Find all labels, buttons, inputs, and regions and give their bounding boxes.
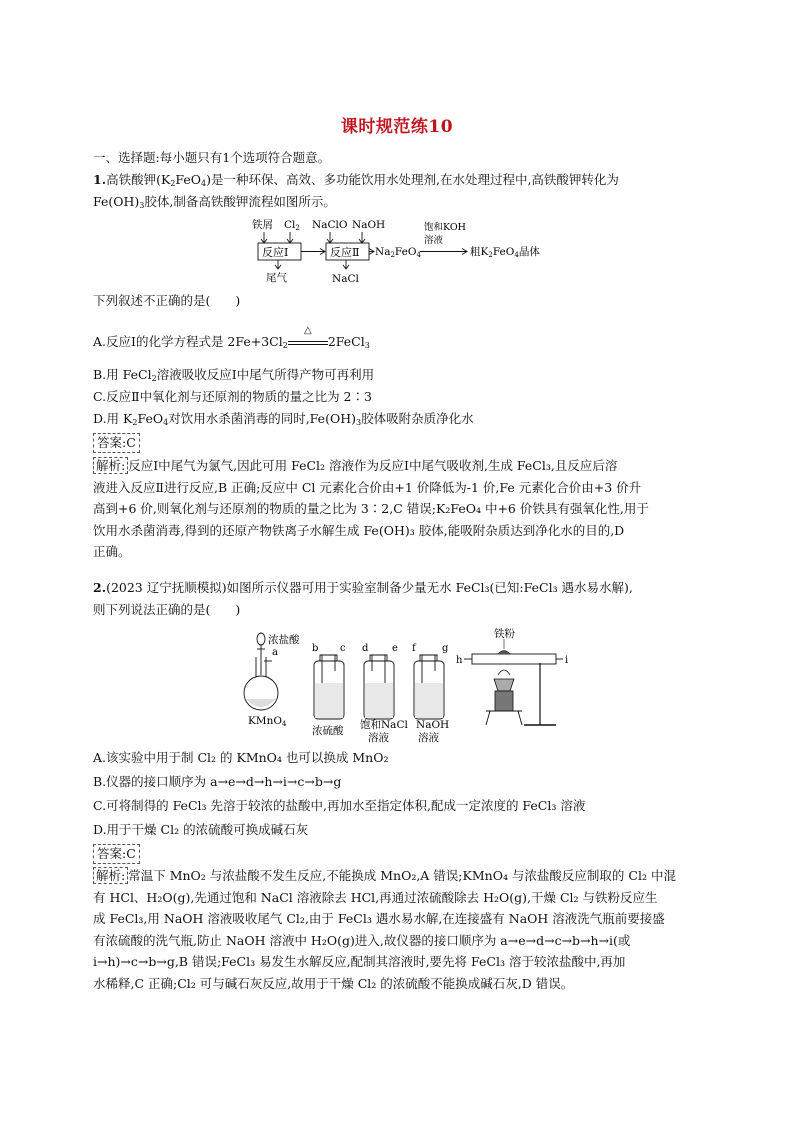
q1-text: 胶体,制备高铁酸钾流程如图所示。	[144, 194, 336, 209]
q2-number: 2.	[93, 580, 107, 595]
q1-stem-line2	[93, 192, 336, 212]
q2-stem-line2: 则下列说法正确的是( )	[93, 602, 241, 617]
q1-explanation-line: 反应Ⅰ中尾气为氯气,因此可用 FeCl₂ 溶液作为反应Ⅰ中尾气吸收剂,生成 FeCl₃,且反应后溶	[128, 458, 618, 473]
flow-tail-gas: 尾气	[266, 272, 287, 284]
q1-text: Fe(OH)	[93, 194, 140, 209]
q2-explanation-line: 常温下 MnO₂ 与浓盐酸不发生反应,不能换成 MnO₂,A 错误;KMnO₄ 与浓盐酸反应制取的 Cl₂ 中混	[128, 868, 676, 883]
q2-explanation-line: 水稀释,C 正确;Cl₂ 可与碱石灰反应,故用于干燥 Cl₂ 的浓硫酸不能换成碱石灰,D 错误。	[93, 975, 574, 991]
q1-number: 1.	[93, 172, 107, 187]
flow-product2: 粗K2FeO4晶体	[470, 246, 540, 259]
q1-text: )是一种环保、高效、多功能饮用水处理剂,在水处理过程中,高铁酸钾转化为	[206, 172, 619, 187]
heat-symbol: △	[303, 325, 312, 336]
q1-sub: 2	[170, 179, 176, 188]
q2-answer: 答案:C	[93, 844, 140, 864]
app-sat-nacl-2: 溶液	[368, 732, 389, 743]
app-port-c: c	[340, 643, 346, 654]
q1-stem-line1	[93, 170, 619, 190]
app-port-h: h	[456, 655, 463, 666]
flow-naoh: NaOH	[352, 219, 386, 231]
q2-stem-line1	[93, 578, 633, 598]
q1-explanation-line: 正确。	[93, 544, 131, 560]
q1-option-b-text: B.用 FeCl	[93, 367, 152, 382]
q2-explanation-line: 成 FeCl₃,用 NaOH 溶液吸收尾气 Cl₂,由于 FeCl₃ 遇水易水解,在连接盛有 NaOH 溶液洗气瓶前要接盛	[93, 911, 665, 927]
flow-nacl: NaCl	[332, 273, 359, 285]
flow-cl2: Cl2	[284, 219, 300, 232]
q1-explanation-label: 解析:	[93, 457, 128, 474]
flow-koh-2: 溶液	[424, 235, 444, 246]
q1-question: 下列叙述不正确的是( )	[93, 293, 241, 308]
q2-text: (2023 辽宁抚顺模拟)如图所示仪器可用于实验室制备少量无水 FeCl₃(已知:FeCl₃ 遇水易水解),	[106, 580, 633, 595]
app-port-b: b	[312, 643, 319, 654]
q2-apparatus-diagram	[240, 625, 580, 743]
app-port-f: f	[412, 643, 416, 654]
q1-sub: 3	[364, 341, 370, 350]
burner	[494, 679, 514, 691]
app-naoh-1: NaOH	[416, 719, 450, 731]
q1-option-d-text: 胶体吸附杂质净化水	[361, 411, 474, 426]
app-kmno4: KMnO4	[248, 715, 287, 728]
q1-sub: 4	[163, 418, 169, 427]
app-naoh-2: 溶液	[418, 732, 439, 743]
app-conc-acid: 浓硫酸	[312, 725, 344, 737]
q1-flow-diagram	[248, 214, 558, 288]
q1-text: FeO	[175, 172, 202, 187]
q1-explanation-line: 高到+6 价,则氧化剂与还原剂的物质的量之比为 3∶2,C 错误;K₂FeO₄ 中+6 价铁具有强氧化性,用于	[93, 501, 649, 517]
q1-option-a[interactable]	[93, 325, 370, 352]
app-iron-powder: 铁粉	[494, 628, 515, 640]
q1-sub: 2	[282, 341, 288, 350]
flow-iron: 铁屑	[252, 219, 273, 231]
q1-sub: 3	[139, 201, 145, 210]
q1-text: 高铁酸钾(K	[106, 172, 171, 187]
page-title: 课时规范练10	[340, 117, 454, 137]
flow-naclo: NaClO	[312, 219, 348, 231]
q1-explanation-line: 饮用水杀菌消毒,得到的还原产物铁离子水解生成 Fe(OH)₃ 胶体,能吸附杂质达到净化水的目的,D	[93, 522, 625, 538]
flow-reaction1: 反应Ⅰ	[262, 246, 289, 259]
q2-explanation-line: i→h)→c→b→g,B 错误;FeCl₃ 易发生水解反应,配制其溶液时,要先将 FeCl₃ 溶于较浓盐酸中,再加	[93, 954, 626, 970]
app-port-i: i	[565, 655, 569, 666]
flow-na2feo4: Na2FeO4	[375, 246, 421, 259]
q1-option-d-text: FeO	[137, 411, 164, 426]
q1-explanation-line: 液进入反应Ⅱ进行反应,B 正确;反应中 Cl 元素化合价由+1 价降低为-1 价,Fe 元素化合价由+3 价升	[93, 479, 642, 495]
q2-option-d[interactable]: D.用于干燥 Cl₂ 的浓硫酸可换成碱石灰	[93, 822, 309, 837]
q1-sub: 3	[355, 418, 362, 427]
app-port-g: g	[442, 643, 449, 654]
q2-option-c[interactable]: C.可将制得的 FeCl₃ 先溶于较浓的盐酸中,再加水至指定体积,配成一定浓度的 FeCl₃ 溶液	[93, 798, 586, 813]
q2-explanation-label: 解析:	[93, 867, 128, 884]
q1-sub: 4	[201, 179, 207, 188]
q1-option-c[interactable]: C.反应Ⅱ中氧化剂与还原剂的物质的量之比为 2∶3	[93, 389, 372, 404]
q2-option-a[interactable]: A.该实验中用于制 Cl₂ 的 KMnO₄ 也可以换成 MnO₂	[93, 750, 389, 765]
q1-option-b-text: 溶液吸收反应Ⅰ中尾气所得产物可再利用	[156, 367, 375, 382]
q1-option-d-text: 对饮用水杀菌消毒的同时,Fe(OH)	[168, 411, 356, 426]
q1-sub: 2	[151, 374, 157, 383]
app-port-a: a	[272, 647, 278, 658]
app-port-d: d	[362, 643, 369, 654]
app-port-e: e	[392, 643, 398, 654]
app-sat-nacl-1: 饱和NaCl	[360, 719, 408, 731]
q1-option-a-text: 2FeCl	[327, 334, 365, 349]
q2-explanation-line: 有浓硫酸的洗气瓶,防止 NaOH 溶液中 H₂O(g)进入,故仪器的接口顺序为 a→e→d→c→b→h→i(或	[93, 932, 631, 948]
q1-sub: 2	[132, 418, 138, 427]
equals-sign	[288, 341, 328, 345]
q2-explanation	[93, 865, 709, 995]
q1-explanation	[93, 455, 709, 563]
q2-option-b[interactable]: B.仪器的接口顺序为 a→e→d→h→i→c→b→g	[93, 774, 342, 789]
flow-koh-1: 饱和KOH	[424, 222, 466, 233]
q1-option-d[interactable]	[93, 409, 474, 429]
heat-arrow	[288, 325, 328, 345]
flow-reaction2: 反应Ⅱ	[330, 246, 360, 259]
q2-explanation-line: 有 HCl、H₂O(g),先通过饱和 NaCl 溶液除去 HCl,再通过浓硫酸除去 H₂O(g),干燥 Cl₂ 与铁粉反应生	[93, 889, 658, 905]
section-heading: 一、选择题:每小题只有1个选项符合题意。	[93, 150, 331, 165]
reaction-tube	[472, 654, 556, 664]
q1-option-a-text: A.反应Ⅰ的化学方程式是 2Fe+3Cl	[93, 334, 283, 349]
q1-answer: 答案:C	[93, 433, 140, 453]
app-acid-label: 浓盐酸	[268, 634, 300, 646]
q1-option-b[interactable]	[93, 365, 374, 385]
dropping-funnel	[257, 633, 265, 645]
q1-option-d-text: D.用 K	[93, 411, 133, 426]
